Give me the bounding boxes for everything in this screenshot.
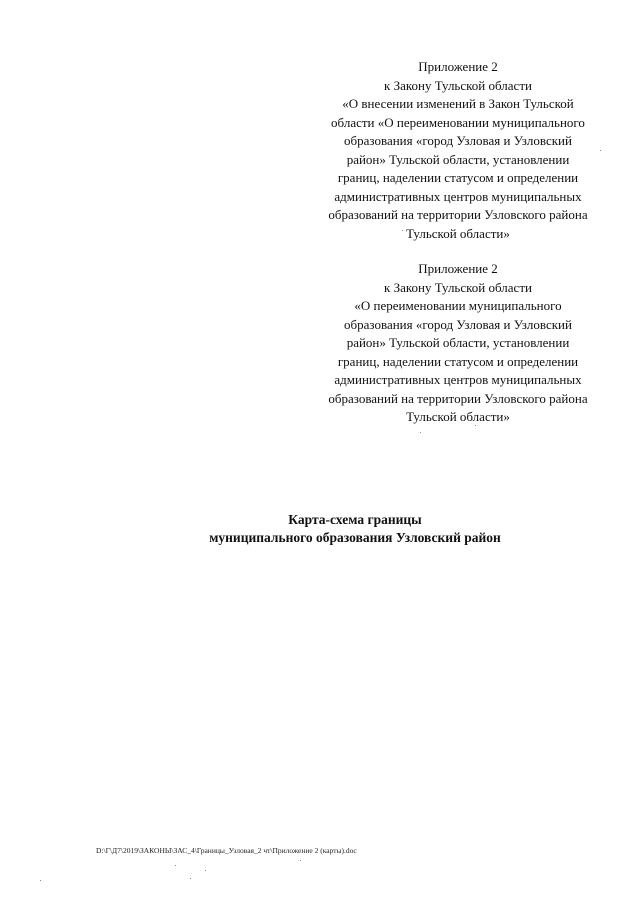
appendix-line: административных центров муниципальных [334,372,582,387]
scan-speck [600,150,601,151]
appendix-line: Тульской области» [406,225,510,241]
appendix-line: район» Тульской области, установлении [346,151,570,167]
appendix-line: район» Тульской области, установлении [346,335,570,350]
scan-speck [420,432,421,433]
scan-speck [300,860,301,861]
appendix-line: границ, наделении статусом и определении [337,353,579,369]
appendix-line: Тульской области» [406,409,510,424]
file-path-footer: D:\Г\Д7\2019\ЗАКОНЫ\ЗАС_4\Границы_Узловая_2 чт\Приложение 2 (карты).doc [96,846,357,855]
document-title [0,511,640,547]
appendix-line: образований на территории Узловского района [328,390,588,406]
scan-speck [175,865,176,866]
scan-speck [205,870,206,871]
appendix-line: образования «город Узловая и Узловский [344,316,572,332]
appendix-line: Приложение 2 [418,59,498,74]
appendix-line: к Закону Тульской области [384,77,532,93]
appendix-heading-original [300,260,616,427]
appendix-line: образований на территории Узловского района [328,207,588,222]
title-line-1: Карта-схема границы [288,512,422,527]
scan-speck [475,425,476,426]
scan-speck [402,230,403,231]
scan-speck [40,880,41,881]
scan-speck [190,878,191,879]
appendix-line: административных центров муниципальных [334,188,582,204]
appendix-line: Приложение 2 [418,261,498,276]
appendix-line: «О переименовании муниципального [354,298,562,313]
appendix-heading-amended [300,58,616,243]
appendix-line: «О внесении изменений в Закон Тульской [342,96,574,111]
appendix-line: области «О переименовании муниципального [331,114,585,130]
appendix-line: к Закону Тульской области [384,279,532,295]
appendix-line: границ, наделении статусом и определении [337,170,579,185]
appendix-line: образования «город Узловая и Узловский [344,133,572,148]
title-line-2: муниципального образования Узловский район [209,530,501,545]
